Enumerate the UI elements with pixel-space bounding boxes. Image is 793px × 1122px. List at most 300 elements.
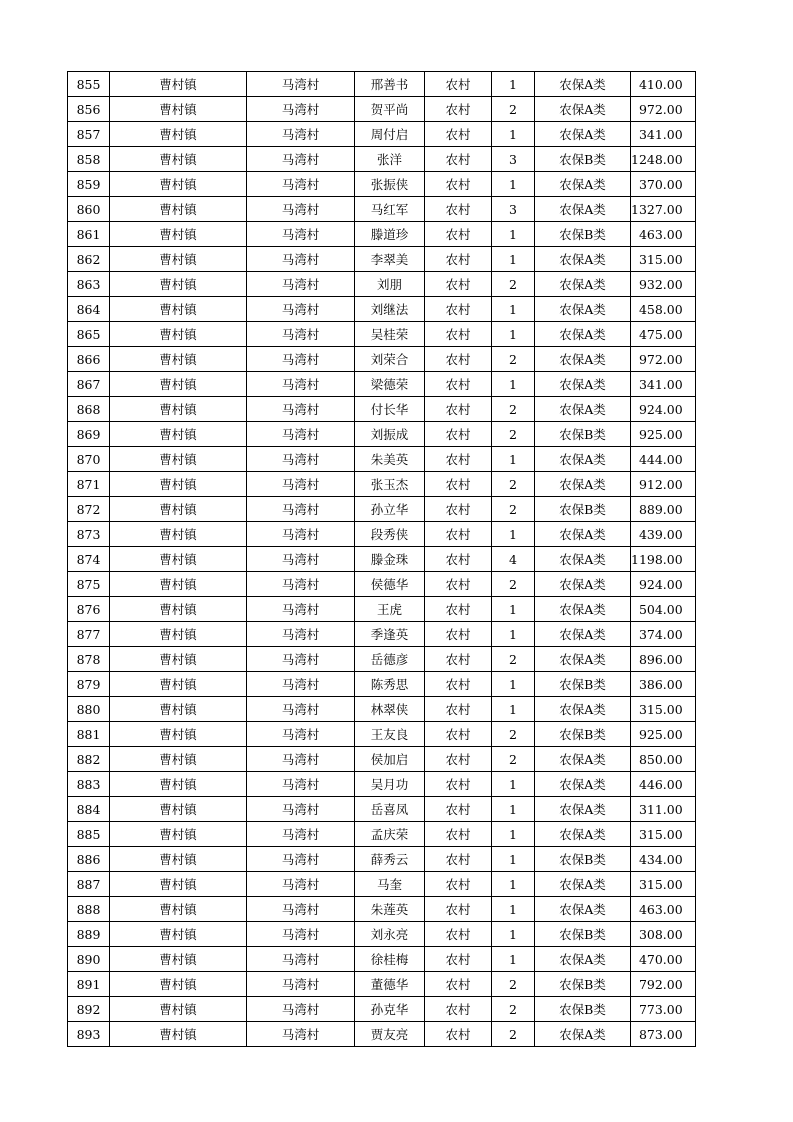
amount-cell: 504.00 [631,597,696,622]
insurance-category-cell: 农保A类 [535,522,631,547]
table-row [68,697,696,722]
amount-cell: 341.00 [631,122,696,147]
amount-cell: 873.00 [631,1022,696,1047]
village-cell: 马湾村 [247,347,355,372]
town-cell: 曹村镇 [110,797,247,822]
row-number-cell: 871 [68,472,110,497]
person-name-cell: 岳德彦 [355,647,425,672]
village-cell: 马湾村 [247,797,355,822]
household-type-cell: 农村 [425,922,492,947]
household-type-cell: 农村 [425,447,492,472]
table-row [68,622,696,647]
table-row [68,222,696,247]
town-cell: 曹村镇 [110,697,247,722]
person-count-cell: 4 [492,547,535,572]
table-row [68,672,696,697]
village-cell: 马湾村 [247,247,355,272]
insurance-category-cell: 农保A类 [535,947,631,972]
insurance-category-cell: 农保A类 [535,822,631,847]
person-count-cell: 1 [492,872,535,897]
row-number-cell: 881 [68,722,110,747]
table-row [68,372,696,397]
table-row [68,822,696,847]
person-name-cell: 张玉杰 [355,472,425,497]
table-body [68,72,696,1047]
household-type-cell: 农村 [425,997,492,1022]
row-number-cell: 886 [68,847,110,872]
person-count-cell: 1 [492,322,535,347]
row-number-cell: 861 [68,222,110,247]
row-number-cell: 876 [68,597,110,622]
row-number-cell: 869 [68,422,110,447]
amount-cell: 341.00 [631,372,696,397]
town-cell: 曹村镇 [110,97,247,122]
row-number-cell: 863 [68,272,110,297]
insurance-category-cell: 农保A类 [535,797,631,822]
person-name-cell: 滕金珠 [355,547,425,572]
amount-cell: 458.00 [631,297,696,322]
table-row [68,247,696,272]
amount-cell: 792.00 [631,972,696,997]
amount-cell: 924.00 [631,397,696,422]
person-name-cell: 刘振成 [355,422,425,447]
village-cell: 马湾村 [247,197,355,222]
person-count-cell: 2 [492,347,535,372]
person-name-cell: 季逢英 [355,622,425,647]
row-number-cell: 860 [68,197,110,222]
amount-cell: 912.00 [631,472,696,497]
table-row [68,597,696,622]
table-row [68,422,696,447]
person-name-cell: 吴月功 [355,772,425,797]
table-row [68,297,696,322]
person-name-cell: 董德华 [355,972,425,997]
table-row [68,147,696,172]
insurance-category-cell: 农保B类 [535,147,631,172]
table-row [68,972,696,997]
amount-cell: 370.00 [631,172,696,197]
person-count-cell: 2 [492,272,535,297]
town-cell: 曹村镇 [110,522,247,547]
town-cell: 曹村镇 [110,972,247,997]
amount-cell: 463.00 [631,222,696,247]
person-count-cell: 1 [492,597,535,622]
person-name-cell: 孟庆荣 [355,822,425,847]
amount-cell: 446.00 [631,772,696,797]
person-name-cell: 刘永亮 [355,922,425,947]
person-name-cell: 邢善书 [355,72,425,97]
person-count-cell: 1 [492,247,535,272]
person-count-cell: 1 [492,797,535,822]
person-name-cell: 薛秀云 [355,847,425,872]
person-count-cell: 2 [492,722,535,747]
row-number-cell: 884 [68,797,110,822]
row-number-cell: 875 [68,572,110,597]
row-number-cell: 872 [68,497,110,522]
row-number-cell: 889 [68,922,110,947]
household-type-cell: 农村 [425,897,492,922]
amount-cell: 439.00 [631,522,696,547]
household-type-cell: 农村 [425,947,492,972]
town-cell: 曹村镇 [110,347,247,372]
town-cell: 曹村镇 [110,322,247,347]
amount-cell: 315.00 [631,697,696,722]
village-cell: 马湾村 [247,772,355,797]
table-row [68,872,696,897]
row-number-cell: 878 [68,647,110,672]
row-number-cell: 862 [68,247,110,272]
row-number-cell: 893 [68,1022,110,1047]
insurance-category-cell: 农保A类 [535,747,631,772]
town-cell: 曹村镇 [110,822,247,847]
table-row [68,797,696,822]
insurance-category-cell: 农保A类 [535,97,631,122]
amount-cell: 1198.00 [631,547,696,572]
person-name-cell: 侯德华 [355,572,425,597]
row-number-cell: 877 [68,622,110,647]
amount-cell: 972.00 [631,347,696,372]
row-number-cell: 857 [68,122,110,147]
insurance-category-cell: 农保A类 [535,297,631,322]
person-name-cell: 陈秀思 [355,672,425,697]
person-count-cell: 1 [492,172,535,197]
town-cell: 曹村镇 [110,297,247,322]
household-type-cell: 农村 [425,572,492,597]
table-row [68,97,696,122]
household-type-cell: 农村 [425,247,492,272]
person-name-cell: 贺平尚 [355,97,425,122]
insurance-category-cell: 农保A类 [535,872,631,897]
insurance-category-cell: 农保A类 [535,447,631,472]
person-count-cell: 1 [492,522,535,547]
person-count-cell: 2 [492,647,535,672]
person-name-cell: 吴桂荣 [355,322,425,347]
table-row [68,847,696,872]
person-name-cell: 刘继法 [355,297,425,322]
village-cell: 马湾村 [247,272,355,297]
table-row [68,72,696,97]
town-cell: 曹村镇 [110,247,247,272]
person-name-cell: 马红军 [355,197,425,222]
table-row [68,647,696,672]
village-cell: 马湾村 [247,722,355,747]
household-type-cell: 农村 [425,822,492,847]
village-cell: 马湾村 [247,547,355,572]
village-cell: 马湾村 [247,372,355,397]
town-cell: 曹村镇 [110,197,247,222]
person-count-cell: 2 [492,972,535,997]
household-type-cell: 农村 [425,872,492,897]
insurance-category-cell: 农保B类 [535,422,631,447]
village-cell: 马湾村 [247,597,355,622]
table-row [68,472,696,497]
row-number-cell: 892 [68,997,110,1022]
town-cell: 曹村镇 [110,597,247,622]
person-count-cell: 2 [492,422,535,447]
amount-cell: 386.00 [631,672,696,697]
person-name-cell: 孙立华 [355,497,425,522]
household-type-cell: 农村 [425,647,492,672]
village-cell: 马湾村 [247,572,355,597]
household-type-cell: 农村 [425,222,492,247]
person-count-cell: 2 [492,1022,535,1047]
amount-cell: 463.00 [631,897,696,922]
amount-cell: 925.00 [631,422,696,447]
village-cell: 马湾村 [247,447,355,472]
village-cell: 马湾村 [247,72,355,97]
row-number-cell: 855 [68,72,110,97]
person-count-cell: 1 [492,697,535,722]
person-name-cell: 张洋 [355,147,425,172]
amount-cell: 925.00 [631,722,696,747]
town-cell: 曹村镇 [110,647,247,672]
person-name-cell: 王虎 [355,597,425,622]
household-type-cell: 农村 [425,372,492,397]
village-cell: 马湾村 [247,1022,355,1047]
household-type-cell: 农村 [425,772,492,797]
town-cell: 曹村镇 [110,222,247,247]
insurance-category-cell: 农保A类 [535,772,631,797]
amount-cell: 410.00 [631,72,696,97]
town-cell: 曹村镇 [110,172,247,197]
person-count-cell: 1 [492,847,535,872]
village-cell: 马湾村 [247,972,355,997]
insurance-category-cell: 农保A类 [535,172,631,197]
household-type-cell: 农村 [425,347,492,372]
village-cell: 马湾村 [247,922,355,947]
town-cell: 曹村镇 [110,897,247,922]
person-count-cell: 1 [492,772,535,797]
row-number-cell: 882 [68,747,110,772]
table-row [68,122,696,147]
person-name-cell: 侯加启 [355,747,425,772]
household-type-cell: 农村 [425,497,492,522]
person-name-cell: 王友良 [355,722,425,747]
row-number-cell: 888 [68,897,110,922]
household-type-cell: 农村 [425,122,492,147]
amount-cell: 932.00 [631,272,696,297]
table-row [68,897,696,922]
insurance-category-cell: 农保B类 [535,847,631,872]
household-type-cell: 农村 [425,622,492,647]
amount-cell: 374.00 [631,622,696,647]
person-count-cell: 2 [492,747,535,772]
household-type-cell: 农村 [425,722,492,747]
person-count-cell: 3 [492,197,535,222]
table-row [68,747,696,772]
village-cell: 马湾村 [247,622,355,647]
table-row [68,347,696,372]
person-count-cell: 2 [492,472,535,497]
town-cell: 曹村镇 [110,497,247,522]
amount-cell: 889.00 [631,497,696,522]
town-cell: 曹村镇 [110,72,247,97]
village-cell: 马湾村 [247,147,355,172]
person-count-cell: 2 [492,997,535,1022]
insurance-category-cell: 农保A类 [535,622,631,647]
insurance-category-cell: 农保A类 [535,72,631,97]
insurance-category-cell: 农保A类 [535,197,631,222]
person-count-cell: 2 [492,97,535,122]
town-cell: 曹村镇 [110,722,247,747]
household-type-cell: 农村 [425,322,492,347]
village-cell: 马湾村 [247,122,355,147]
person-name-cell: 刘荣合 [355,347,425,372]
household-type-cell: 农村 [425,747,492,772]
insurance-category-cell: 农保A类 [535,122,631,147]
household-type-cell: 农村 [425,522,492,547]
person-name-cell: 李翠美 [355,247,425,272]
person-name-cell: 周付启 [355,122,425,147]
household-type-cell: 农村 [425,422,492,447]
town-cell: 曹村镇 [110,847,247,872]
village-cell: 马湾村 [247,672,355,697]
amount-cell: 924.00 [631,572,696,597]
table-row [68,922,696,947]
household-type-cell: 农村 [425,472,492,497]
table-row [68,197,696,222]
amount-cell: 1327.00 [631,197,696,222]
amount-cell: 311.00 [631,797,696,822]
village-cell: 马湾村 [247,697,355,722]
village-cell: 马湾村 [247,97,355,122]
person-name-cell: 滕道珍 [355,222,425,247]
town-cell: 曹村镇 [110,472,247,497]
insurance-category-cell: 农保A类 [535,347,631,372]
person-count-cell: 1 [492,822,535,847]
row-number-cell: 887 [68,872,110,897]
row-number-cell: 866 [68,347,110,372]
household-type-cell: 农村 [425,797,492,822]
person-count-cell: 1 [492,447,535,472]
village-cell: 马湾村 [247,172,355,197]
village-cell: 马湾村 [247,847,355,872]
table-row [68,947,696,972]
row-number-cell: 868 [68,397,110,422]
person-name-cell: 刘朋 [355,272,425,297]
row-number-cell: 858 [68,147,110,172]
household-type-cell: 农村 [425,972,492,997]
village-cell: 马湾村 [247,497,355,522]
town-cell: 曹村镇 [110,872,247,897]
person-name-cell: 朱莲英 [355,897,425,922]
person-name-cell: 梁德荣 [355,372,425,397]
household-type-cell: 农村 [425,297,492,322]
row-number-cell: 864 [68,297,110,322]
table-row [68,997,696,1022]
insurance-category-cell: 农保B类 [535,222,631,247]
village-cell: 马湾村 [247,472,355,497]
amount-cell: 896.00 [631,647,696,672]
household-type-cell: 农村 [425,272,492,297]
row-number-cell: 874 [68,547,110,572]
household-type-cell: 农村 [425,672,492,697]
village-cell: 马湾村 [247,422,355,447]
person-count-cell: 1 [492,72,535,97]
household-type-cell: 农村 [425,147,492,172]
village-cell: 马湾村 [247,297,355,322]
row-number-cell: 856 [68,97,110,122]
town-cell: 曹村镇 [110,922,247,947]
amount-cell: 1248.00 [631,147,696,172]
village-cell: 马湾村 [247,897,355,922]
town-cell: 曹村镇 [110,272,247,297]
table-row [68,1022,696,1047]
person-count-cell: 1 [492,922,535,947]
household-type-cell: 农村 [425,847,492,872]
person-count-cell: 1 [492,672,535,697]
insurance-category-cell: 农保A类 [535,572,631,597]
person-count-cell: 1 [492,122,535,147]
amount-cell: 315.00 [631,872,696,897]
insurance-category-cell: 农保A类 [535,647,631,672]
person-count-cell: 1 [492,372,535,397]
town-cell: 曹村镇 [110,622,247,647]
insurance-category-cell: 农保A类 [535,322,631,347]
table-row [68,572,696,597]
person-count-cell: 3 [492,147,535,172]
town-cell: 曹村镇 [110,547,247,572]
household-type-cell: 农村 [425,547,492,572]
amount-cell: 470.00 [631,947,696,972]
row-number-cell: 859 [68,172,110,197]
table-row [68,272,696,297]
town-cell: 曹村镇 [110,747,247,772]
insurance-category-cell: 农保A类 [535,1022,631,1047]
insurance-category-cell: 农保A类 [535,397,631,422]
town-cell: 曹村镇 [110,1022,247,1047]
row-number-cell: 891 [68,972,110,997]
insurance-category-cell: 农保A类 [535,547,631,572]
table-row [68,722,696,747]
amount-cell: 972.00 [631,97,696,122]
table-row [68,522,696,547]
insurance-category-cell: 农保A类 [535,472,631,497]
row-number-cell: 880 [68,697,110,722]
household-type-cell: 农村 [425,397,492,422]
person-count-cell: 2 [492,397,535,422]
table-row [68,772,696,797]
amount-cell: 434.00 [631,847,696,872]
amount-cell: 308.00 [631,922,696,947]
table-row [68,322,696,347]
insurance-category-cell: 农保A类 [535,897,631,922]
person-name-cell: 付长华 [355,397,425,422]
amount-cell: 315.00 [631,822,696,847]
household-type-cell: 农村 [425,97,492,122]
table-row [68,447,696,472]
insurance-category-cell: 农保A类 [535,372,631,397]
table-row [68,172,696,197]
insurance-category-cell: 农保B类 [535,922,631,947]
town-cell: 曹村镇 [110,947,247,972]
person-name-cell: 马奎 [355,872,425,897]
row-number-cell: 865 [68,322,110,347]
town-cell: 曹村镇 [110,122,247,147]
person-name-cell: 朱美英 [355,447,425,472]
town-cell: 曹村镇 [110,772,247,797]
row-number-cell: 879 [68,672,110,697]
household-type-cell: 农村 [425,697,492,722]
household-type-cell: 农村 [425,172,492,197]
person-count-cell: 1 [492,297,535,322]
insurance-category-cell: 农保A类 [535,272,631,297]
town-cell: 曹村镇 [110,572,247,597]
insurance-category-cell: 农保B类 [535,497,631,522]
village-cell: 马湾村 [247,872,355,897]
person-name-cell: 岳喜凤 [355,797,425,822]
insurance-category-cell: 农保B类 [535,722,631,747]
